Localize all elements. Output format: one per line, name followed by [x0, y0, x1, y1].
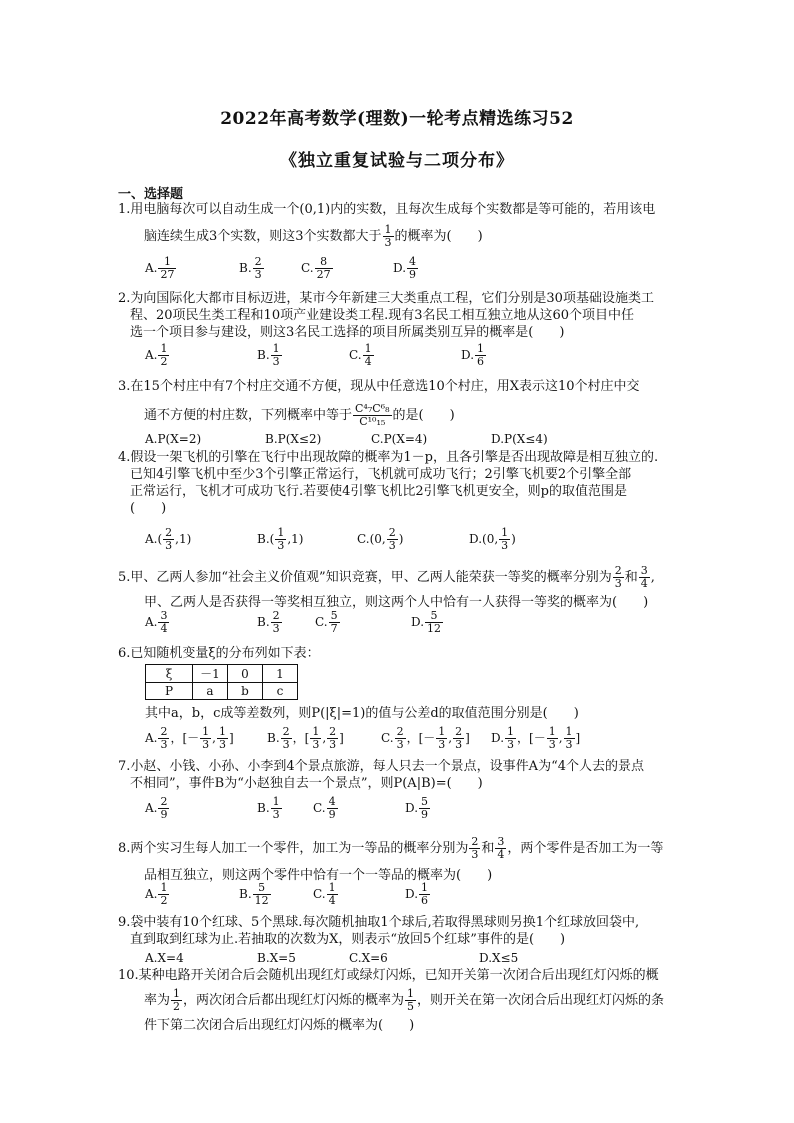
- question-7: [118, 758, 698, 792]
- option-d: D. $\frac{4}{9}$: [393, 255, 417, 281]
- option-b: B. $\frac{2}{3}$: [239, 255, 262, 281]
- fraction: $\frac{\text{C⁴₇C⁶₈}}{\text{C¹⁰₁₅}}$: [355, 402, 390, 428]
- table-cell: a: [193, 683, 228, 700]
- question-7-line: 不相同”，事件B为“小赵独自去一个景点”，则P(A|B)=( ): [130, 776, 483, 791]
- option-b: B. $\frac{2}{3}$ ，[ $\frac{1}{3}$ , $\frac{2}{3}$ ]: [267, 725, 344, 751]
- table-row: [146, 665, 298, 683]
- option-c: C.P(X=4): [371, 432, 428, 446]
- question-5: [118, 565, 698, 611]
- option-b: B. $\frac{5}{12}$: [239, 881, 269, 907]
- option-d: D.P(X≤4): [491, 432, 548, 446]
- question-8-line: 品相互独立，则这两个零件中恰有一个一等品的概率为( ): [144, 868, 493, 883]
- table-cell: 1: [263, 665, 298, 683]
- option-d: D. $\frac{1}{3}$ ，[－ $\frac{1}{3}$ , $\frac{1}{3}$ ]: [491, 725, 581, 751]
- question-2-line: 程、20项民生类工程和10项产业建设类工程.现有3名民工相互独立地从这60个项目中任: [130, 308, 635, 323]
- option-a: A.P(X=2): [145, 432, 202, 446]
- option-b: B.P(X≤2): [265, 432, 322, 446]
- question-10-line: 率为 $\frac{1}{2}$ ，两次闭合后都出现红灯闪烁的概率为 $\frac{1}{5}$ ，则开关在第一次闭合后出现红灯闪烁的条: [144, 987, 665, 1013]
- question-8: [118, 836, 698, 884]
- distribution-table: [145, 664, 298, 700]
- question-4-line: 正常运行，飞机才可成功飞行.若要使4引擎飞机比2引擎飞机更安全，则p的取值范围是: [130, 484, 627, 499]
- question-4-line: 4.假设一架飞机的引擎在飞行中出现故障的概率为1－p，且各引擎是否出现故障是相互独立的.: [118, 450, 659, 465]
- option-c: C.X=6: [349, 951, 388, 965]
- question-5-line: 甲、乙两人是否获得一等奖相互独立，则这两个人中恰有一人获得一等奖的概率为( ): [144, 595, 649, 610]
- page-title: 2022年高考数学(理数)一轮考点精选练习52: [220, 109, 574, 129]
- question-1-line: [118, 224, 698, 249]
- question-10-line: 10.某种电路开关闭合后会随机出现红灯或绿灯闪烁，已知开关第一次闭合后出现红灯闪烁的概: [118, 968, 659, 983]
- question-1-line: 1.用电脑每次可以自动生成一个(0,1)内的实数，且每次生成每个实数都是等可能的，若用该电: [118, 202, 656, 217]
- question-6-line: 6.已知随机变量ξ的分布列如下表：: [118, 646, 320, 661]
- question-9-line: 直到取到红球为止.若抽取的次数为X，则表示“放回5个红球”事件的是( ): [130, 932, 566, 947]
- question-text: 的是( ): [392, 408, 455, 423]
- option-a: A. $\frac{1}{2}$: [145, 881, 168, 907]
- question-3-line: [118, 403, 698, 428]
- option-d: D. $\frac{1}{6}$: [461, 342, 485, 368]
- option-d: D. $\frac{5}{9}$: [405, 795, 429, 821]
- question-4-line: ( ): [130, 501, 167, 516]
- question-6-line: 其中a，b，c成等差数列，则P(|ξ|=1)的值与公差d的取值范围分别是( ): [145, 706, 579, 721]
- question-8-line: 8.两个实习生每人加工一个零件，加工为一等品的概率分别为 $\frac{2}{3}$ 和 $\frac{3}{4}$ ，两个零件是否加工为一等: [118, 835, 664, 861]
- option-d: D.(0, $\frac{1}{3}$ ): [469, 526, 516, 552]
- table-cell: 0: [228, 665, 263, 683]
- table-row: [146, 683, 298, 700]
- table-cell: c: [263, 683, 298, 700]
- question-4-line: 已知4引擎飞机中至少3个引擎正常运行，飞机就可成功飞行；2引擎飞机要2个引擎全部: [130, 467, 632, 482]
- question-1: [118, 201, 698, 249]
- table-cell: b: [228, 683, 263, 700]
- question-9: [118, 914, 698, 948]
- option-a: A. $\frac{2}{3}$ ，[－ $\frac{1}{3}$ , $\frac{1}{3}$ ]: [145, 725, 234, 751]
- table-cell: ξ: [146, 665, 193, 683]
- option-c: C. $\frac{1}{4}$: [313, 881, 336, 907]
- question-6: [118, 645, 698, 662]
- option-d: D. $\frac{5}{12}$: [411, 609, 442, 635]
- option-b: B. $\frac{2}{3}$: [257, 609, 280, 635]
- question-3-line: 3.在15个村庄中有7个村庄交通不方便，现从中任意选10个村庄，用X表示这10个村庄中交: [118, 379, 640, 394]
- question-7-line: 7.小赵、小钱、小孙、小李到4个景点旅游，每人只去一个景点，设事件A为“4个人去的景点: [118, 759, 644, 774]
- option-c: C. $\frac{1}{4}$: [349, 342, 372, 368]
- page-subtitle: 《独立重复试验与二项分布》: [280, 151, 514, 171]
- option-c: C. $\frac{2}{3}$ ，[－ $\frac{1}{3}$ , $\frac{2}{3}$ ]: [381, 725, 470, 751]
- table-cell: －1: [193, 665, 228, 683]
- option-a: A. $\frac{1}{27}$: [145, 255, 175, 281]
- option-b: B. $\frac{1}{3}$: [257, 795, 280, 821]
- option-c: C. $\frac{5}{7}$: [315, 609, 338, 635]
- section-heading: 一、选择题: [118, 187, 184, 202]
- table-cell: P: [146, 683, 193, 700]
- option-a: A.X=4: [145, 951, 184, 965]
- question-text: 通不方便的村庄数，下列概率中等于: [144, 408, 353, 423]
- option-a: A.( $\frac{2}{3}$ ,1): [145, 526, 192, 552]
- question-10: [118, 967, 698, 1034]
- option-a: A. $\frac{3}{4}$: [145, 609, 168, 635]
- question-9-line: 9.袋中装有10个红球、5个黑球.每次随机抽取1个球后,若取得黑球则另换1个红球放回袋中,: [118, 915, 640, 930]
- question-text: 脑连续生成3个实数，则这3个实数都大于: [144, 229, 382, 244]
- option-b: B. $\frac{1}{3}$: [257, 342, 280, 368]
- question-2-line: 选一个项目参与建设，则这3名民工选择的项目所属类别互异的概率是( ): [130, 325, 565, 340]
- question-3: [118, 378, 698, 428]
- option-b: B.( $\frac{1}{3}$ ,1): [257, 526, 304, 552]
- option-c: C. $\frac{8}{27}$: [301, 255, 331, 281]
- fraction: $\frac{1}{3}$: [384, 223, 392, 249]
- question-2-line: 2.为向国际化大都市目标迈进，某市今年新建三大类重点工程，它们分别是30项基础设施类工: [118, 291, 654, 306]
- option-a: A. $\frac{1}{2}$: [145, 342, 168, 368]
- option-a: A. $\frac{2}{9}$: [145, 795, 168, 821]
- option-d: D. $\frac{1}{6}$: [405, 881, 429, 907]
- option-d: D.X≤5: [479, 951, 519, 965]
- question-10-line: 件下第二次闭合后出现红灯闪烁的概率为( ): [144, 1018, 415, 1033]
- question-4: [118, 449, 698, 517]
- option-c: C. $\frac{4}{9}$: [313, 795, 336, 821]
- question-text: 的概率为( ): [394, 229, 483, 244]
- option-b: B.X=5: [257, 951, 296, 965]
- question-5-line: 5.甲、乙两人参加“社会主义价值观”知识竞赛，甲、乙两人能荣获一等奖的概率分别为 $\frac{2}{3}$ 和 $\frac{3}{4}$ ,: [118, 564, 655, 590]
- question-2: [118, 290, 698, 341]
- option-c: C.(0, $\frac{2}{3}$ ): [357, 526, 404, 552]
